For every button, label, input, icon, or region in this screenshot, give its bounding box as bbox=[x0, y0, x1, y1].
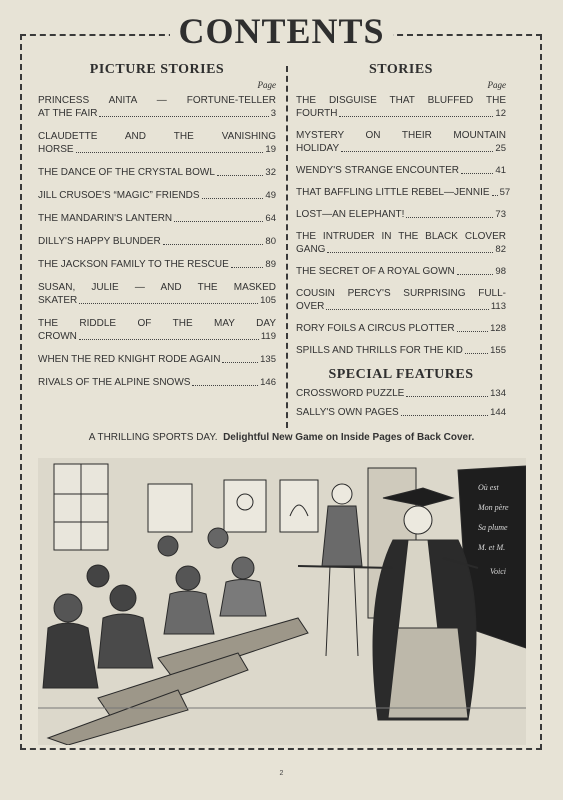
entry-page-number: 89 bbox=[265, 259, 276, 270]
entry-title: RORY FOILS A CIRCUS PLOTTER bbox=[296, 323, 455, 334]
contents-entry bbox=[296, 164, 506, 177]
entry-title: THE DANCE OF THE CRYSTAL BOWL bbox=[38, 167, 215, 178]
entry-title: THAT BAFFLING LITTLE REBEL—JENNIE bbox=[296, 187, 490, 198]
page-number: 2 bbox=[279, 770, 284, 777]
column-divider bbox=[286, 66, 288, 428]
sports-day-text: A THRILLING SPORTS DAY. bbox=[88, 432, 218, 443]
entry-title: HOLIDAY bbox=[296, 143, 340, 154]
entry-page-number: 80 bbox=[265, 236, 276, 247]
entry-title: GANG bbox=[296, 244, 326, 255]
contents-entry bbox=[296, 344, 506, 357]
entry-title: AT THE FAIR bbox=[38, 108, 98, 119]
back-cover-note bbox=[0, 432, 563, 443]
contents-entry bbox=[38, 94, 276, 120]
entry-title: SKATER bbox=[38, 295, 78, 306]
contents-entry bbox=[296, 94, 506, 120]
classroom-illustration bbox=[38, 458, 526, 745]
leader-dots bbox=[457, 331, 489, 332]
leader-dots bbox=[202, 198, 264, 199]
entry-page-number: 12 bbox=[495, 108, 506, 119]
entry-page-number: 134 bbox=[490, 388, 506, 399]
blackboard-line: Mon père bbox=[478, 503, 509, 512]
contents-entry bbox=[38, 258, 276, 271]
entry-page-number: 82 bbox=[495, 244, 506, 255]
leader-dots bbox=[192, 385, 258, 386]
page-column-label: Page bbox=[257, 80, 276, 90]
entry-page-number: 49 bbox=[265, 190, 276, 201]
entry-page-number: 135 bbox=[260, 354, 276, 365]
contents-entry bbox=[296, 129, 506, 155]
new-game-text: Delightful New Game on Inside Pages of Back Cover. bbox=[223, 432, 475, 443]
entry-page-number: 25 bbox=[495, 143, 506, 154]
leader-dots bbox=[406, 396, 488, 397]
contents-entry bbox=[38, 376, 276, 389]
entry-title: SALLY'S OWN PAGES bbox=[296, 407, 399, 418]
blackboard-line: Où est bbox=[478, 483, 499, 492]
entry-page-number: 64 bbox=[265, 213, 276, 224]
blackboard-line: M. et M. bbox=[478, 543, 506, 552]
leader-dots bbox=[79, 303, 258, 304]
leader-dots bbox=[327, 252, 493, 253]
entry-title-line: COUSIN PERCY'S SURPRISING FULL- bbox=[296, 288, 506, 299]
contents-entry bbox=[38, 317, 276, 343]
special-features-list bbox=[296, 387, 506, 419]
entry-page-number: 113 bbox=[490, 301, 506, 312]
leader-dots bbox=[465, 353, 488, 354]
entry-page-number: 144 bbox=[490, 407, 506, 418]
entry-title: HORSE bbox=[38, 144, 74, 155]
contents-entry bbox=[38, 235, 276, 248]
entry-page-number: 19 bbox=[265, 144, 276, 155]
entry-title: THE SECRET OF A ROYAL GOWN bbox=[296, 266, 455, 277]
entry-title-line: SUSAN, JULIE — AND THE MASKED bbox=[38, 282, 276, 293]
wall-picture bbox=[148, 484, 192, 532]
leader-dots bbox=[406, 217, 493, 218]
contents-entry bbox=[38, 166, 276, 179]
entry-page-number: 128 bbox=[490, 323, 506, 334]
entry-page-number: 32 bbox=[265, 167, 276, 178]
leader-dots bbox=[174, 221, 263, 222]
leader-dots bbox=[461, 173, 493, 174]
leader-dots bbox=[99, 116, 268, 117]
entry-page-number: 146 bbox=[260, 377, 276, 388]
contents-entry bbox=[38, 212, 276, 225]
entry-title-line: MYSTERY ON THEIR MOUNTAIN bbox=[296, 130, 506, 141]
contents-entry bbox=[296, 406, 506, 419]
picture-stories-heading: PICTURE STORIES bbox=[89, 62, 225, 77]
stories-column bbox=[296, 62, 511, 419]
entry-title-line: THE RIDDLE OF THE MAY DAY bbox=[38, 318, 276, 329]
wall-picture bbox=[224, 480, 266, 532]
leader-dots bbox=[326, 309, 489, 310]
contents-entry bbox=[296, 265, 506, 278]
entry-title: WHEN THE RED KNIGHT RODE AGAIN bbox=[38, 354, 221, 365]
blackboard-line: Sa plume bbox=[478, 523, 508, 532]
entry-title: LOST—AN ELEPHANT! bbox=[296, 209, 405, 220]
entry-page-number: 155 bbox=[490, 345, 506, 356]
entry-title-line: THE DISGUISE THAT BLUFFED THE bbox=[296, 95, 506, 106]
blackboard-line: Voici bbox=[490, 567, 506, 576]
page-column-label: Page bbox=[487, 80, 506, 90]
leader-dots bbox=[401, 415, 488, 416]
entry-title: JILL CRUSOE'S “MAGIC” FRIENDS bbox=[38, 190, 200, 201]
entry-title: FOURTH bbox=[296, 108, 338, 119]
special-features-heading: SPECIAL FEATURES bbox=[328, 367, 474, 382]
picture-stories-column bbox=[38, 62, 276, 389]
entry-page-number: 119 bbox=[260, 331, 276, 342]
entry-title: RIVALS OF THE ALPINE SNOWS bbox=[38, 377, 191, 388]
leader-dots bbox=[457, 274, 494, 275]
leader-dots bbox=[339, 116, 493, 117]
leader-dots bbox=[231, 267, 264, 268]
entry-page-number: 105 bbox=[260, 295, 276, 306]
entry-page-number: 98 bbox=[495, 266, 506, 277]
entry-page-number: 57 bbox=[499, 187, 511, 198]
contents-entry bbox=[38, 130, 276, 156]
leader-dots bbox=[492, 195, 498, 196]
leader-dots bbox=[341, 151, 493, 152]
leader-dots bbox=[222, 362, 258, 363]
contents-entry bbox=[38, 281, 276, 307]
contents-entry bbox=[38, 189, 276, 202]
contents-entry bbox=[296, 230, 506, 256]
contents-entry bbox=[296, 387, 506, 400]
entry-title: DILLY'S HAPPY BLUNDER bbox=[38, 236, 161, 247]
entry-title-line: PRINCESS ANITA — FORTUNE-TELLER bbox=[38, 95, 276, 106]
entry-page-number: 73 bbox=[495, 209, 506, 220]
page-title: CONTENTS bbox=[0, 10, 563, 52]
wall-picture bbox=[280, 480, 318, 532]
stories-list bbox=[296, 94, 511, 357]
stories-heading: STORIES bbox=[369, 62, 433, 77]
leader-dots bbox=[217, 175, 264, 176]
leader-dots bbox=[76, 152, 264, 153]
contents-entry bbox=[296, 287, 506, 313]
contents-entry bbox=[296, 186, 511, 199]
entry-page-number: 3 bbox=[270, 108, 276, 119]
entry-title: THE JACKSON FAMILY TO THE RESCUE bbox=[38, 259, 229, 270]
contents-entry bbox=[38, 353, 276, 366]
contents-entry bbox=[296, 322, 506, 335]
entry-page-number: 41 bbox=[495, 165, 506, 176]
entry-title-line: CLAUDETTE AND THE VANISHING bbox=[38, 131, 276, 142]
entry-title: SPILLS AND THRILLS FOR THE KID bbox=[296, 345, 463, 356]
leader-dots bbox=[79, 339, 259, 340]
entry-title: OVER bbox=[296, 301, 325, 312]
contents-entry bbox=[296, 208, 506, 221]
entry-title: THE MANDARIN'S LANTERN bbox=[38, 213, 173, 224]
entry-title-line: THE INTRUDER IN THE BLACK CLOVER bbox=[296, 231, 506, 242]
entry-title: CROSSWORD PUZZLE bbox=[296, 388, 405, 399]
entry-title: CROWN bbox=[38, 331, 77, 342]
picture-stories-list bbox=[38, 94, 276, 389]
entry-title: WENDY'S STRANGE ENCOUNTER bbox=[296, 165, 460, 176]
leader-dots bbox=[163, 244, 264, 245]
